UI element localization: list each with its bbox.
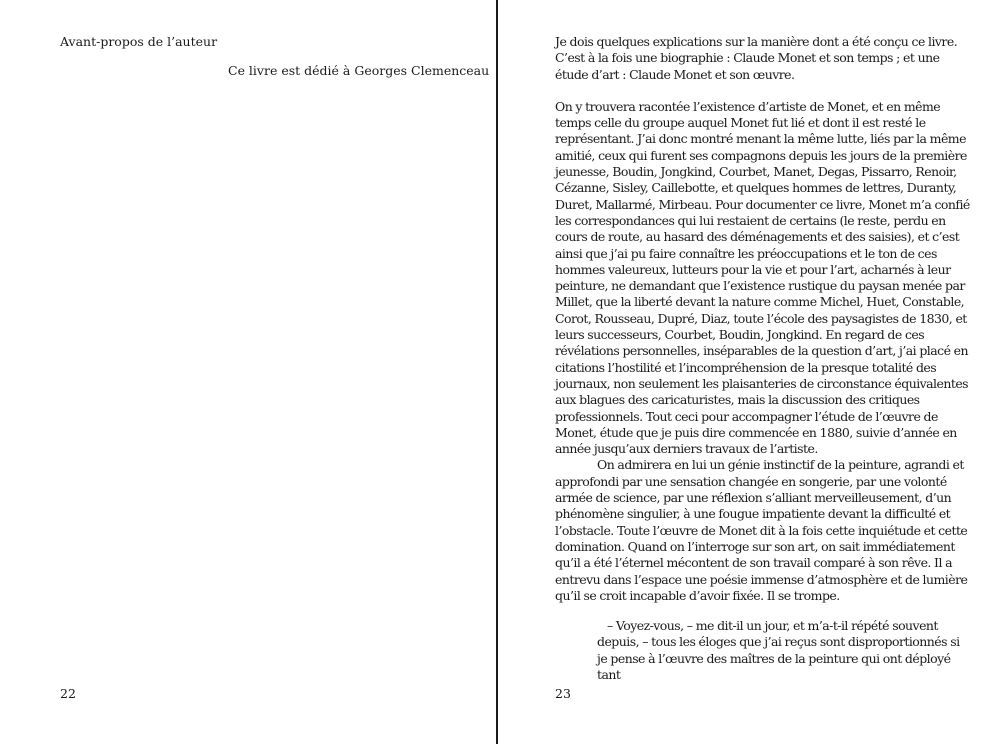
paragraph-intro: Je dois quelques explications sur la manière dont a été conçu ce livre. C’est à la fois une biographie : Claude Monet et son temps ; et une étude d’art : Claude Monet et son œuvre. [555,34,958,82]
dedication: Ce livre est dédié à Georges Clemenceau [228,63,490,78]
paragraph-genius: On admirera en lui un génie instinctif de la peinture, agrandi et approfondi par une sensation changée en songerie, par une volonté armée de science, par une réflexion s’alliant merveilleusement, d’un phénomène singulier, à une fougue impatiente devant la difficulté et l’obstacle. Toute l’œuvre de Monet dit à la fois cette inquiétude et cette domination. Quand on l’interroge sur son art, on sait immédiatement qu’il a été l’éternel mécontent de son travail comparé à son rêve. Il a entrevu dans l’espace une poésie immense d’atmosphère et de lumière qu’il se croit incapable d’avoir fixée. Il se trompe. [555,457,968,603]
page-number-left: 22 [60,686,76,701]
paragraph-quote: – Voyez-vous, – me dit-il un jour, et m’a-t-il répété souvent depuis, – tous les éloges que j’ai reçus sont disproportionnés si je pense à l’œuvre des maîtres de la peinture qui ont déployé tant [597,618,960,682]
right-page [497,0,992,744]
running-title: Avant-propos de l’auteur [60,34,218,49]
body-text [555,34,970,683]
paragraph-companions: On y trouvera racontée l’existence d’artiste de Monet, et en même temps celle du groupe auquel Monet fut lié et dont il est resté le représentant. J’ai donc montré menant la même lutte, liés par la même amitié, ceux qui furent ses compagnons depuis les jours de la première jeunesse, Boudin, Jongkind, Courbet, Manet, Degas, Pissarro, Renoir, Cézanne, Sisley, Caillebotte, et quelques hommes de lettres, Duranty, Duret, Mallarmé, Mirbeau. Pour documenter ce livre, Monet m’a confié les correspondances qui lui restaient de certains (le reste, perdu en cours de route, au hasard des déménagements et des saisies), et c’est ainsi que j’ai pu faire connaître les préoccupations et le ton de ces hommes valeureux, lutteurs pour la vie et pour l’art, acharnés à leur peinture, ne demandant que l’existence rustique du paysan menée par Millet, que la liberté devant la nature comme Michel, Huet, Constable, Corot, Rousseau, Dupré, Diaz, toute l’école des paysagistes de 1830, et leurs successeurs, Courbet, Boudin, Jongkind. En regard de ces révélations personnelles, inséparables de la question d’art, j’ai placé en citations l’hostilité et l’incompréhension de la presque totalité des journaux, non seulement les plaisanteries de circonstance équivalentes aux blagues des caricaturistes, mais la discussion des critiques professionnels. Tout ceci pour accompagner l’étude de l’œuvre de Monet, étude que je puis dire commencée en 1880, suivie d’année en année jusqu’aux derniers travaux de l’artiste. [555,98,970,457]
page-number-right: 23 [555,686,571,701]
